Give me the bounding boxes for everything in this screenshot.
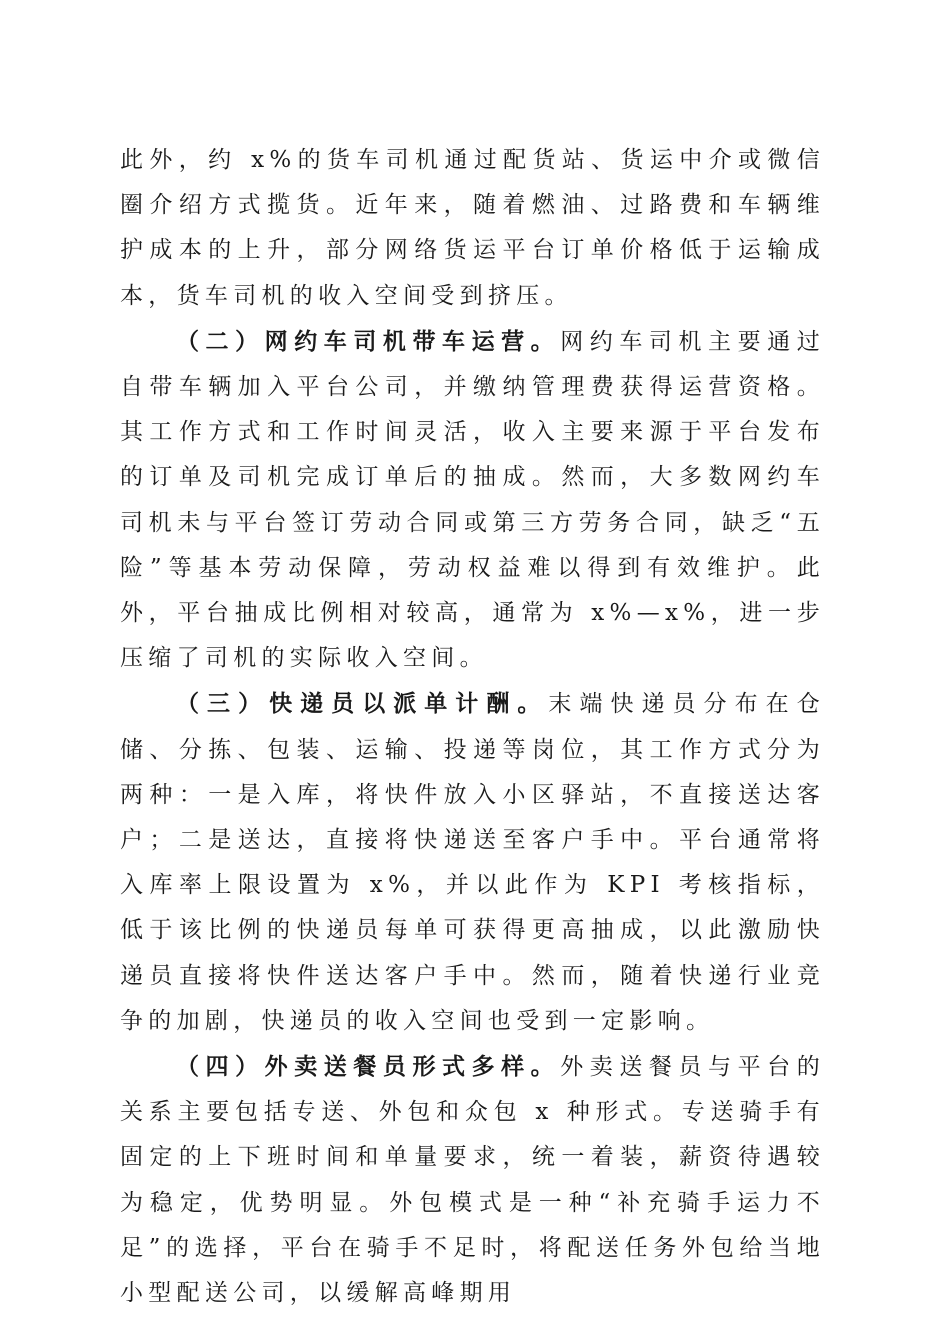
- paragraph-freight-drivers: [120, 138, 825, 319]
- section-heading-2: （二）网约车司机带车运营。: [176, 327, 561, 355]
- document-page: [120, 138, 825, 1316]
- paragraph-ride-hailing-drivers: [120, 319, 825, 682]
- paragraph-text: 外卖送餐员与平台的关系主要包括专送、外包和众包 x 种形式。专送骑手有固定的上下班时间和单量要求，统一着装，薪资待遇较为稳定，优势明显。外包模式是一种“补充骑手运力不足”的选择，平台在骑手不足时，将配送任务外包给当地小型配送公司，以缓解高峰期用: [120, 1054, 826, 1307]
- section-heading-3: （三）快递员以派单计酬。: [176, 690, 549, 718]
- section-heading-4: （四）外卖送餐员形式多样。: [176, 1053, 561, 1081]
- paragraph-food-delivery: [120, 1044, 825, 1316]
- paragraph-text: 网约车司机主要通过自带车辆加入平台公司，并缴纳管理费获得运营资格。其工作方式和工作时间灵活，收入主要来源于平台发布的订单及司机完成订单后的抽成。然而，大多数网约车司机未与平台签订劳动合同或第三方劳务合同，缺乏“五险”等基本劳动保障，劳动权益难以得到有效维护。此外，平台抽成比例相对较高，通常为 x%—x%，进一步压缩了司机的实际收入空间。: [120, 328, 826, 672]
- paragraph-text: 此外，约 x%的货车司机通过配货站、货运中介或微信圈介绍方式揽货。近年来，随着燃油、过路费和车辆维护成本的上升，部分网络货运平台订单价格低于运输成本，货车司机的收入空间受到挤压。: [120, 147, 825, 309]
- paragraph-text: 末端快递员分布在仓储、分拣、包装、运输、投递等岗位，其工作方式分为两种：一是入库，将快件放入小区驿站，不直接送达客户；二是送达，直接将快递送至客户手中。平台通常将入库率上限设置为 x%，并以此作为 KPI 考核指标，低于该比例的快递员每单可获得更高抽成，以此激励快递员直接将快件送达客户手中。然而，随着快递行业竞争的加剧，快递员的收入空间也受到一定影响。: [120, 691, 825, 1034]
- paragraph-couriers: [120, 681, 825, 1044]
